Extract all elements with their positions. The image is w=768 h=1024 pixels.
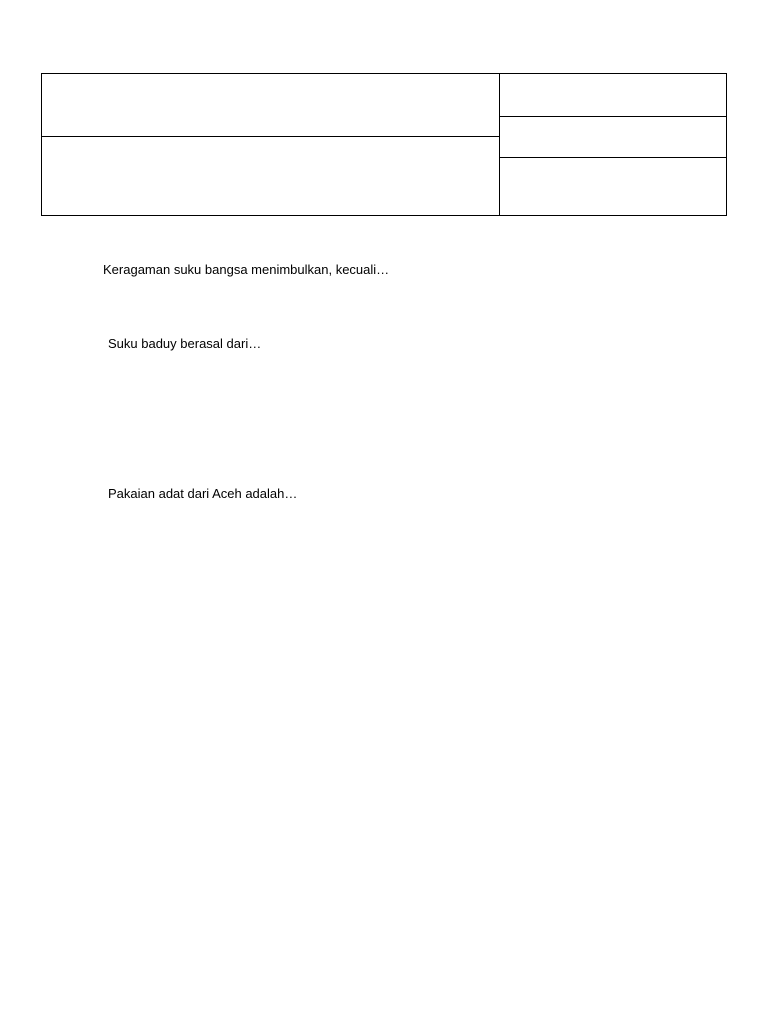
table-divider-right-top	[499, 116, 726, 117]
question-1: Keragaman suku bangsa menimbulkan, kecuali…	[103, 262, 390, 277]
question-3: Pakaian adat dari Aceh adalah…	[108, 486, 298, 501]
table-divider-left	[42, 136, 499, 137]
question-2: Suku baduy berasal dari…	[108, 336, 262, 351]
table-divider-right-bottom	[499, 157, 726, 158]
header-table	[41, 73, 727, 216]
table-divider-vertical	[499, 74, 500, 215]
